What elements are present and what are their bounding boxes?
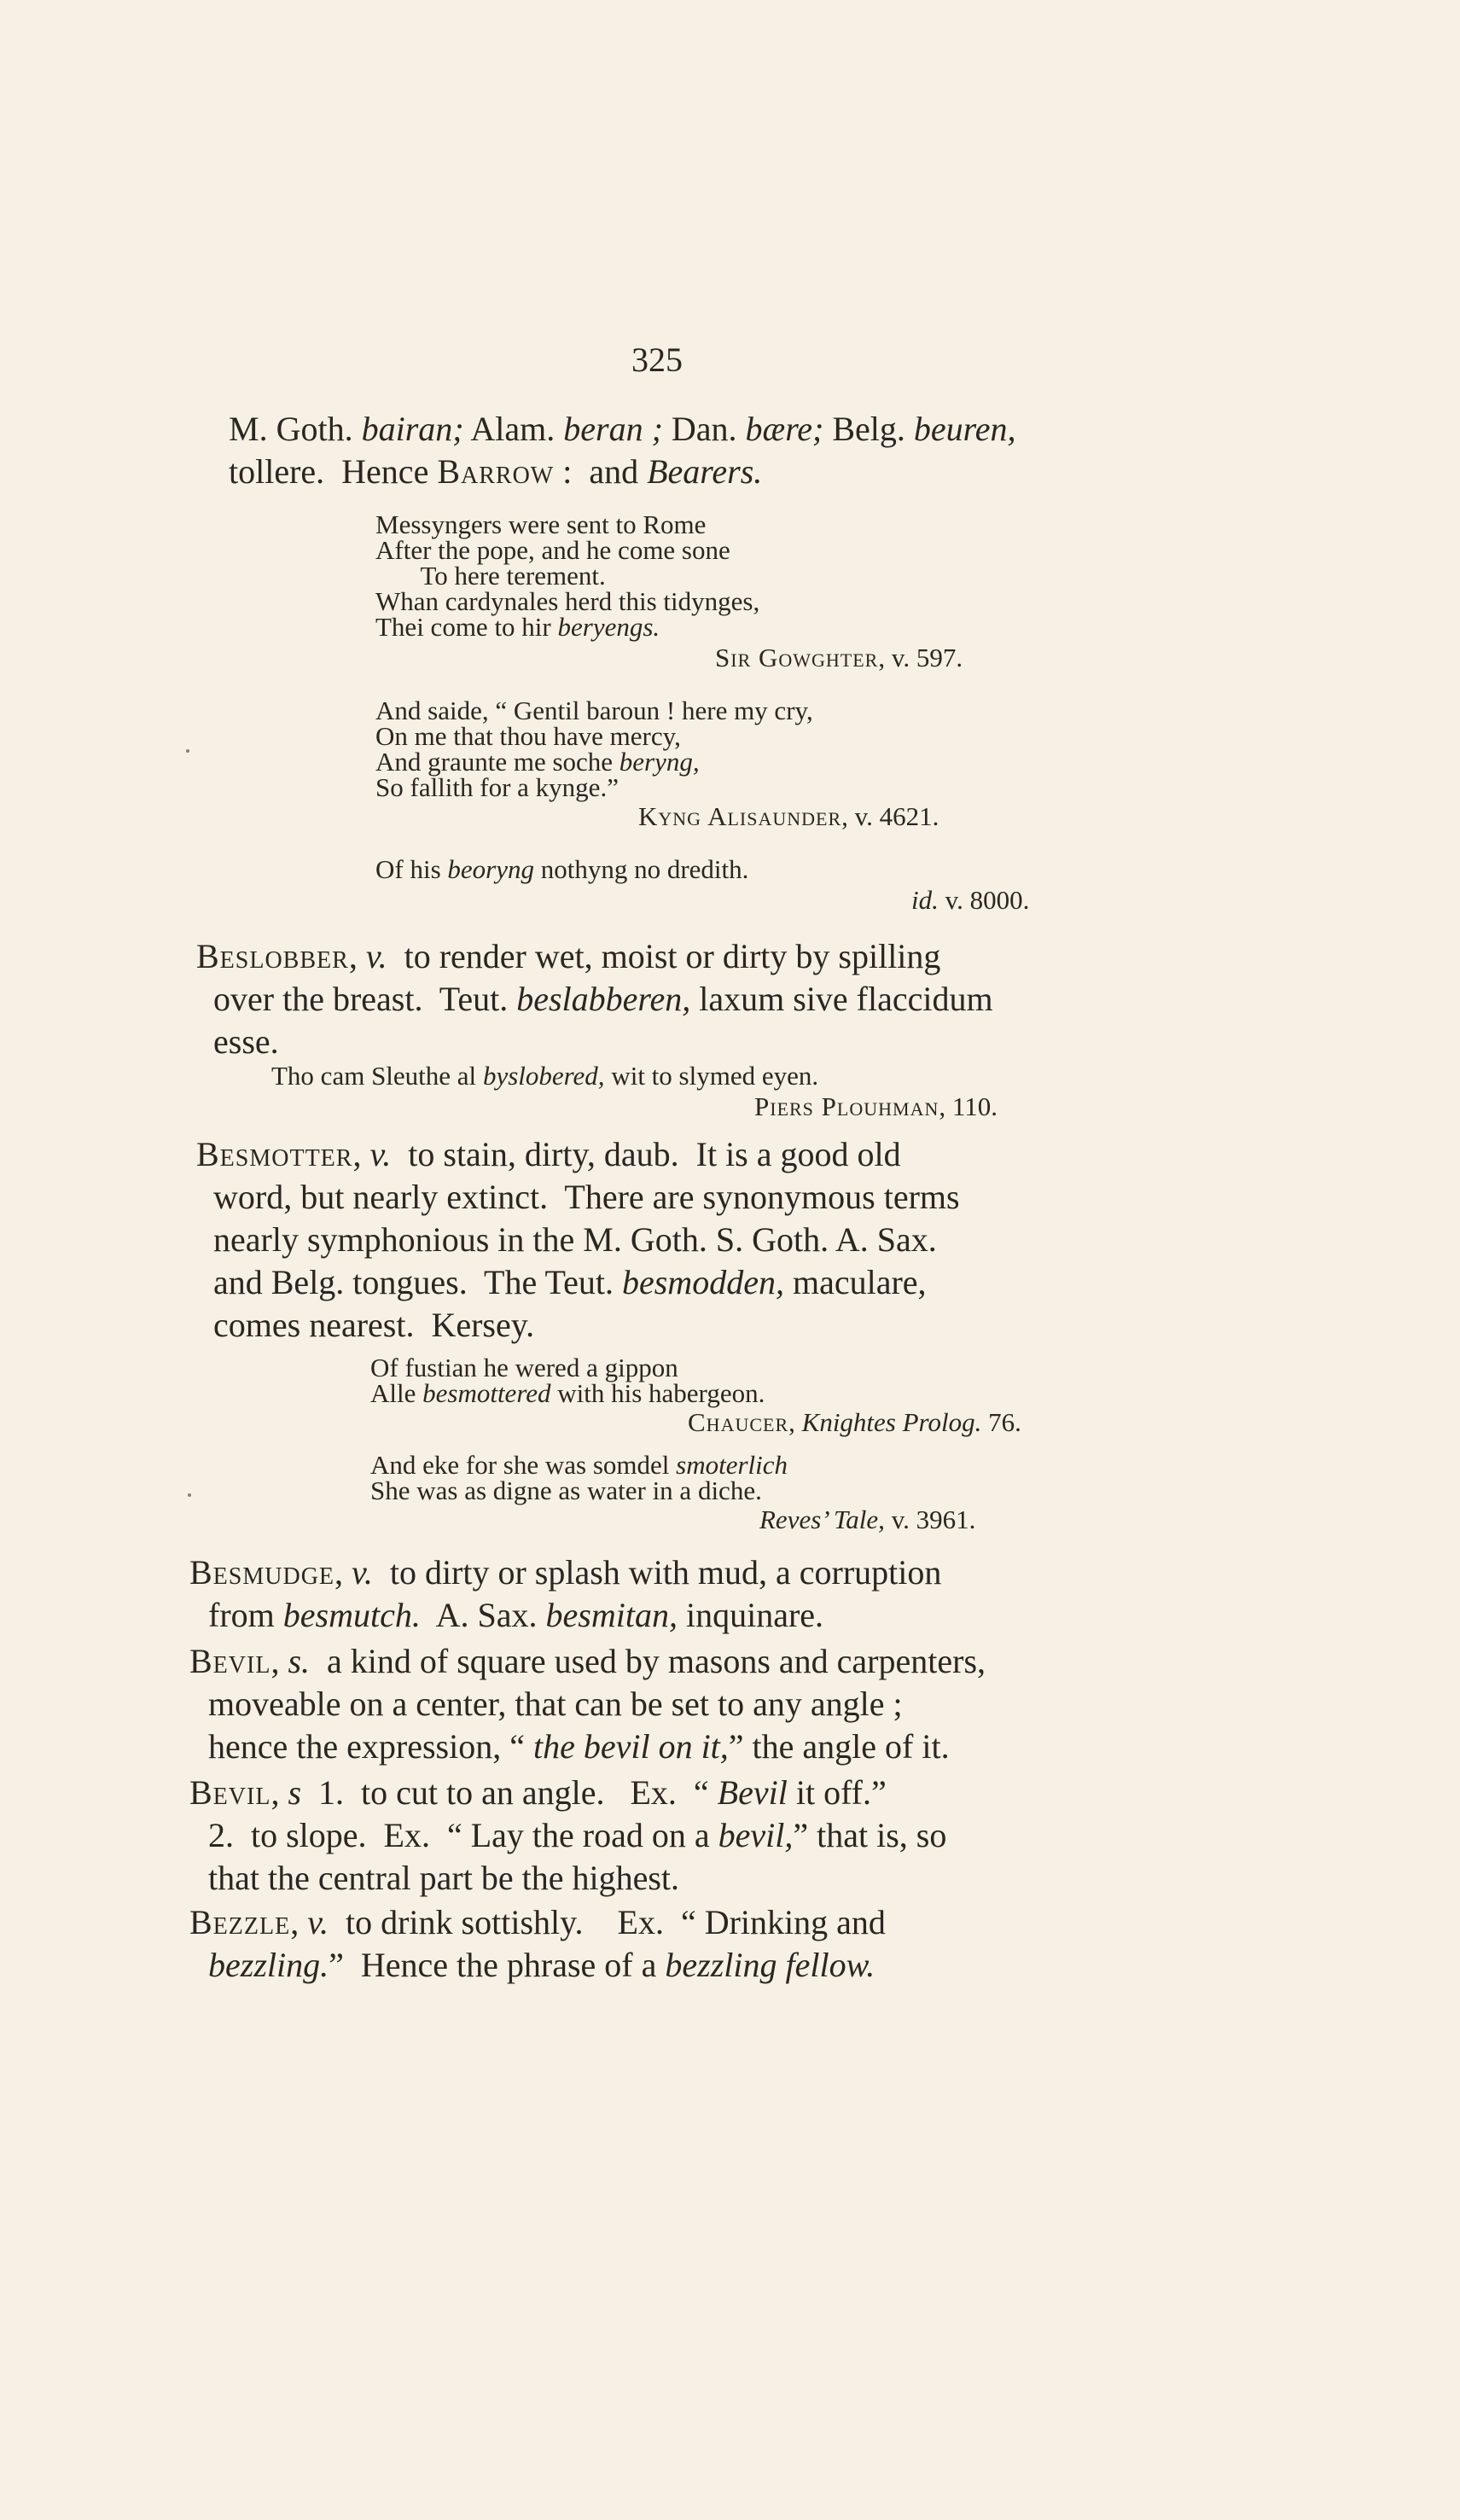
headword: Bevil [189,1642,271,1680]
text-run: , [352,1135,370,1173]
verse-line [375,509,707,539]
text-line [213,1304,534,1347]
text-run: word, but nearly extinct. There are synonymous terms [213,1178,960,1216]
text-run: v. 3961. [884,1504,976,1534]
text-line [196,1133,901,1176]
text-run: that the central part be the highest. [208,1859,680,1897]
italic-text: the bevil on it, [532,1727,729,1766]
text-run: , [334,1553,352,1592]
headword: Bezzle [189,1903,291,1941]
text-run: After the pope, and he come sone [375,535,730,565]
text-line [208,1594,823,1637]
italic-text: besmodden, [621,1263,784,1301]
text-run: , [290,1903,308,1941]
text-run: , 110. [939,1091,998,1121]
text-run: v. 8000. [938,885,1030,915]
text-line [208,1814,946,1857]
headword: Sir Gowghter [715,643,879,672]
text-run: She was as digne as water in a diche. [370,1475,762,1505]
text-line [229,451,762,493]
italic-text: v. [365,937,387,975]
text-run: to render wet, moist or dirty by spilling [387,937,941,975]
italic-text: beuren, [913,410,1016,448]
text-run: wit to slymed eyen. [604,1061,819,1091]
italic-text: besmitan, [545,1596,678,1634]
citation [715,645,963,671]
text-run: maculare, [783,1263,927,1301]
verse-line [394,563,606,589]
italic-text: v. [369,1135,392,1173]
headword: Chaucer [688,1407,789,1437]
margin-speck [188,1493,191,1497]
citation [638,801,939,831]
text-line [213,1261,927,1304]
text-run: ” Hence the phrase of a [329,1946,666,1984]
text-run: Thei come to hir [375,612,558,642]
text-run: And eke for she was somdel [370,1450,677,1480]
italic-text: v. [352,1553,373,1592]
italic-text: bezzling fellow. [665,1946,875,1984]
italic-text: beran ; [563,410,663,448]
text-line [208,1857,679,1900]
text-run: Belg. [823,410,914,448]
page-number: 325 [631,340,683,379]
citation [688,1407,1021,1437]
headword: Kyng Alisaunder [638,801,842,831]
text-run: a kind of square used by masons and carpenters, [310,1642,986,1680]
verse-line [375,749,700,775]
italic-text: id. [911,885,939,915]
text-run: to stain, dirty, daub. It is a good old [391,1135,901,1173]
text-line [213,1176,960,1219]
italic-text: Bevil [717,1773,788,1812]
italic-text: smoterlich [676,1450,788,1480]
text-run: To here terement. [394,561,606,591]
text-run: with his habergeon. [550,1378,765,1408]
citation [759,1504,976,1534]
margin-speck [186,749,189,753]
text-line [213,978,993,1021]
text-run: moveable on a center, that can be set to any angle ; [208,1685,903,1723]
text-run: And graunte me soche [375,747,619,777]
text-run: hence the expression, “ [208,1727,533,1766]
italic-text: beoryng [447,854,534,884]
text-run: : and [554,452,648,491]
italic-text: bevil, [718,1816,794,1854]
text-run: Of his [375,854,448,884]
italic-text: bezzling. [208,1946,329,1984]
verse-line [370,1475,762,1505]
headword: Beslobber [196,937,349,975]
text-line [213,1021,279,1063]
text-run: to drink sottishly. Ex. “ Drinking and [329,1903,886,1941]
text-run: On me that thou have mercy, [375,721,681,751]
verse-line [370,1378,765,1408]
verse-line [375,772,619,802]
verse-line [375,854,749,884]
text-run: , [348,937,366,975]
text-line [189,1772,887,1814]
text-line [189,1551,941,1594]
text-run: And saide, “ Gentil baroun ! here my cry, [375,695,813,725]
text-run: , [270,1642,288,1680]
italic-text: byslobered, [482,1061,605,1091]
verse-line [375,721,681,751]
italic-text: s [288,1773,302,1812]
text-run: tollere. Hence [229,452,438,491]
text-run: inquinare. [677,1596,824,1634]
verse-line [375,586,760,616]
text-line [208,1944,875,1987]
italic-text: bære; [745,410,824,448]
italic-text: beslabberen, [516,980,691,1018]
italic-text: s. [288,1642,311,1680]
italic-text: besmottered [422,1378,551,1408]
text-run: A. Sax. [420,1596,546,1634]
text-run: Of fustian he wered a gippon [370,1353,678,1382]
text-run: Messyngers were sent to Rome [375,509,707,539]
text-run: nothyng no dredith. [533,854,749,884]
verse-line [375,614,660,640]
text-run: Whan cardynales herd this tidynges, [375,586,760,616]
text-run: over the breast. Teut. [213,980,517,1018]
verse-line [375,695,813,725]
text-run: , v. 597. [878,643,963,672]
verse-line [271,1063,818,1089]
headword: Besmotter [196,1135,353,1173]
headword: Bevil [189,1773,271,1812]
text-run: M. Goth. [229,410,362,448]
verse-line [370,1355,678,1381]
text-run: Alam. [463,410,564,448]
italic-text: beryengs. [557,612,660,642]
text-run: ” that is, so [793,1816,947,1854]
text-run: 2. to slope. Ex. “ Lay the road on a [208,1816,718,1854]
text-run: and Belg. tongues. The Teut. [213,1263,622,1301]
text-run: it off.” [787,1773,887,1812]
text-run: So fallith for a kynge.” [375,772,619,802]
text-run: Dan. [662,410,746,448]
italic-text: bairan; [361,410,464,448]
text-line [196,935,940,978]
italic-text: v. [307,1903,329,1941]
verse-line [370,1452,788,1478]
text-run: , v. 4621. [841,801,939,831]
text-line [208,1683,903,1726]
text-run: ” the angle of it. [728,1727,950,1766]
text-run: esse. [213,1022,279,1061]
text-run: comes nearest. Kersey. [213,1306,535,1344]
text-line [189,1640,986,1683]
text-run: , [270,1773,288,1812]
text-run: 76. [981,1407,1021,1437]
citation [911,885,1030,915]
italic-text: Reves’ Tale, [759,1504,885,1534]
headword: Barrow [437,452,555,491]
italic-text: besmutch. [282,1596,421,1634]
text-run: , [788,1407,802,1437]
text-run: Alle [370,1378,423,1408]
citation [754,1091,998,1121]
italic-text: Bearers. [647,452,763,491]
verse-line [375,535,730,565]
text-run: laxum sive flaccidum [690,980,993,1018]
italic-text: beryng, [619,747,700,777]
text-line [208,1726,950,1768]
italic-text: Knightes Prolog. [801,1407,982,1437]
text-run: to dirty or splash with mud, a corruption [372,1553,942,1592]
headword: Besmudge [189,1553,335,1592]
headword: Piers Plouhman [754,1091,939,1121]
text-run: from [208,1596,283,1634]
text-run: Tho cam Sleuthe al [271,1061,483,1091]
text-run: 1. to cut to an angle. Ex. “ [301,1773,718,1812]
text-run: nearly symphonious in the M. Goth. S. Goth. A. Sax. [213,1220,937,1259]
text-line [213,1219,937,1261]
text-line [229,408,1116,451]
text-line [189,1901,886,1944]
